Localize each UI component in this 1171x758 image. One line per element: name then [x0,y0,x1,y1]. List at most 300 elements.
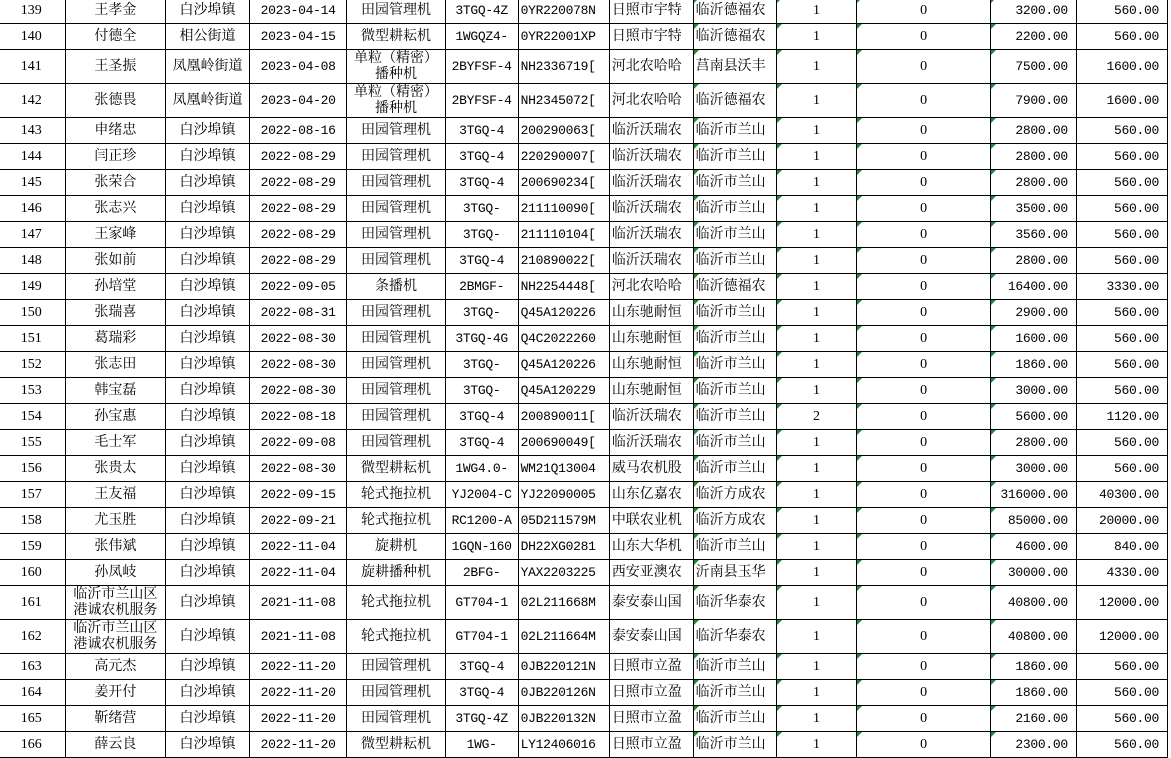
cell-machine-type[interactable]: 田园管理机 [347,222,445,248]
cell-dealer[interactable]: 临沂市兰山 [693,732,776,758]
cell-price[interactable]: 2800.00 [990,248,1076,274]
cell-model[interactable]: 1WG4.0- [445,456,518,482]
cell-quantity[interactable]: 1 [776,248,857,274]
cell-purchase-date[interactable]: 2022-11-20 [249,654,347,680]
cell-price[interactable]: 3560.00 [990,222,1076,248]
cell-price[interactable]: 3000.00 [990,378,1076,404]
cell-zero-col[interactable]: 0 [857,732,991,758]
cell-zero-col[interactable]: 0 [857,84,991,118]
cell-owner-name[interactable]: 毛士军 [65,430,166,456]
cell-town[interactable]: 白沙埠镇 [166,0,250,24]
table-row[interactable] [0,456,1168,482]
cell-row-index[interactable]: 160 [0,560,65,586]
cell-price[interactable]: 1600.00 [990,326,1076,352]
cell-machine-type[interactable]: 田园管理机 [347,300,445,326]
cell-owner-name[interactable]: 王圣振 [65,50,166,84]
table-row[interactable] [0,430,1168,456]
cell-price[interactable]: 1860.00 [990,680,1076,706]
cell-manufacturer[interactable]: 日照市立盈 [609,680,693,706]
cell-manufacturer[interactable]: 临沂沃瑞农 [609,222,693,248]
cell-zero-col[interactable]: 0 [857,326,991,352]
cell-manufacturer[interactable]: 泰安泰山国 [609,586,693,620]
cell-purchase-date[interactable]: 2022-08-31 [249,300,347,326]
cell-model[interactable]: 2BYFSF-4 [445,50,518,84]
cell-manufacturer[interactable]: 河北农哈哈 [609,274,693,300]
cell-machine-type[interactable]: 田园管理机 [347,378,445,404]
cell-price[interactable]: 3500.00 [990,196,1076,222]
cell-serial-number[interactable]: NH2254448[ [518,274,609,300]
cell-quantity[interactable]: 1 [776,0,857,24]
cell-machine-type[interactable]: 田园管理机 [347,680,445,706]
cell-subsidy[interactable]: 840.00 [1076,534,1167,560]
cell-serial-number[interactable]: NH2336719[ [518,50,609,84]
cell-subsidy[interactable]: 560.00 [1076,378,1167,404]
cell-quantity[interactable]: 1 [776,456,857,482]
cell-model[interactable]: RC1200-A [445,508,518,534]
cell-owner-name[interactable]: 临沂市兰山区港诚农机服务 [65,620,166,654]
cell-machine-type[interactable]: 田园管理机 [347,248,445,274]
table-row[interactable] [0,620,1168,654]
cell-town[interactable]: 白沙埠镇 [166,560,250,586]
cell-town[interactable]: 白沙埠镇 [166,706,250,732]
cell-model[interactable]: 2BYFSF-4 [445,84,518,118]
cell-town[interactable]: 白沙埠镇 [166,404,250,430]
cell-subsidy[interactable]: 4330.00 [1076,560,1167,586]
cell-row-index[interactable]: 153 [0,378,65,404]
cell-purchase-date[interactable]: 2022-08-29 [249,248,347,274]
cell-dealer[interactable]: 临沂华泰农 [693,586,776,620]
cell-subsidy[interactable]: 560.00 [1076,118,1167,144]
cell-quantity[interactable]: 1 [776,300,857,326]
cell-manufacturer[interactable]: 山东驰耐恒 [609,300,693,326]
table-row[interactable] [0,534,1168,560]
cell-price[interactable]: 2300.00 [990,732,1076,758]
table-row[interactable] [0,378,1168,404]
cell-town[interactable]: 白沙埠镇 [166,534,250,560]
table-row[interactable] [0,248,1168,274]
cell-town[interactable]: 白沙埠镇 [166,378,250,404]
cell-machine-type[interactable]: 轮式拖拉机 [347,508,445,534]
cell-town[interactable]: 白沙埠镇 [166,654,250,680]
cell-quantity[interactable]: 1 [776,352,857,378]
cell-owner-name[interactable]: 王孝金 [65,0,166,24]
cell-price[interactable]: 2160.00 [990,706,1076,732]
cell-town[interactable]: 白沙埠镇 [166,196,250,222]
cell-row-index[interactable]: 148 [0,248,65,274]
cell-subsidy[interactable]: 1600.00 [1076,84,1167,118]
cell-subsidy[interactable]: 1120.00 [1076,404,1167,430]
cell-model[interactable]: 3TGQ- [445,352,518,378]
cell-dealer[interactable]: 临沂市兰山 [693,118,776,144]
cell-row-index[interactable]: 147 [0,222,65,248]
cell-manufacturer[interactable]: 日照市立盈 [609,706,693,732]
cell-purchase-date[interactable]: 2022-09-05 [249,274,347,300]
cell-manufacturer[interactable]: 日照市立盈 [609,732,693,758]
cell-manufacturer[interactable]: 泰安泰山国 [609,620,693,654]
cell-quantity[interactable]: 1 [776,84,857,118]
cell-row-index[interactable]: 166 [0,732,65,758]
cell-zero-col[interactable]: 0 [857,680,991,706]
cell-subsidy[interactable]: 12000.00 [1076,620,1167,654]
cell-zero-col[interactable]: 0 [857,560,991,586]
cell-model[interactable]: 2BMGF- [445,274,518,300]
cell-zero-col[interactable]: 0 [857,430,991,456]
cell-dealer[interactable]: 临沂市兰山 [693,430,776,456]
cell-owner-name[interactable]: 张伟斌 [65,534,166,560]
cell-machine-type[interactable]: 田园管理机 [347,118,445,144]
cell-town[interactable]: 白沙埠镇 [166,274,250,300]
table-row[interactable] [0,732,1168,758]
cell-town[interactable]: 白沙埠镇 [166,732,250,758]
cell-serial-number[interactable]: NH2345072[ [518,84,609,118]
cell-manufacturer[interactable]: 山东大华机 [609,534,693,560]
cell-row-index[interactable]: 146 [0,196,65,222]
cell-serial-number[interactable]: 0JB220126N [518,680,609,706]
cell-serial-number[interactable]: 200290063[ [518,118,609,144]
cell-purchase-date[interactable]: 2022-11-20 [249,732,347,758]
cell-machine-type[interactable]: 田园管理机 [347,430,445,456]
cell-row-index[interactable]: 163 [0,654,65,680]
cell-serial-number[interactable]: Q45A120226 [518,300,609,326]
cell-owner-name[interactable]: 张德畏 [65,84,166,118]
cell-owner-name[interactable]: 王家峰 [65,222,166,248]
cell-quantity[interactable]: 1 [776,378,857,404]
cell-quantity[interactable]: 1 [776,680,857,706]
cell-manufacturer[interactable]: 日照市宇特 [609,24,693,50]
cell-quantity[interactable]: 1 [776,170,857,196]
table-row[interactable] [0,24,1168,50]
cell-manufacturer[interactable]: 山东驰耐恒 [609,352,693,378]
cell-owner-name[interactable]: 孙宝惠 [65,404,166,430]
cell-price[interactable]: 3200.00 [990,0,1076,24]
cell-machine-type[interactable]: 田园管理机 [347,654,445,680]
cell-owner-name[interactable]: 薛云良 [65,732,166,758]
cell-dealer[interactable]: 临沂市兰山 [693,326,776,352]
cell-manufacturer[interactable]: 临沂沃瑞农 [609,144,693,170]
cell-serial-number[interactable]: LY12406016 [518,732,609,758]
cell-dealer[interactable]: 临沂德福农 [693,84,776,118]
cell-manufacturer[interactable]: 日照市宇特 [609,0,693,24]
cell-subsidy[interactable]: 560.00 [1076,352,1167,378]
cell-subsidy[interactable]: 560.00 [1076,326,1167,352]
table-row[interactable] [0,352,1168,378]
cell-town[interactable]: 白沙埠镇 [166,680,250,706]
cell-zero-col[interactable]: 0 [857,620,991,654]
cell-zero-col[interactable]: 0 [857,144,991,170]
table-row[interactable] [0,84,1168,118]
cell-serial-number[interactable]: 05D211579M [518,508,609,534]
cell-purchase-date[interactable]: 2022-09-21 [249,508,347,534]
cell-subsidy[interactable]: 560.00 [1076,300,1167,326]
cell-purchase-date[interactable]: 2023-04-20 [249,84,347,118]
cell-quantity[interactable]: 1 [776,274,857,300]
cell-town[interactable]: 白沙埠镇 [166,352,250,378]
cell-machine-type[interactable]: 田园管理机 [347,196,445,222]
cell-serial-number[interactable]: Q45A120226 [518,352,609,378]
cell-quantity[interactable]: 1 [776,326,857,352]
table-row[interactable] [0,560,1168,586]
cell-zero-col[interactable]: 0 [857,706,991,732]
cell-manufacturer[interactable]: 临沂沃瑞农 [609,118,693,144]
cell-purchase-date[interactable]: 2022-08-30 [249,326,347,352]
cell-purchase-date[interactable]: 2022-08-30 [249,378,347,404]
cell-row-index[interactable]: 142 [0,84,65,118]
cell-price[interactable]: 1860.00 [990,352,1076,378]
cell-dealer[interactable]: 临沂德福农 [693,274,776,300]
cell-machine-type[interactable]: 单粒（精密）播种机 [347,50,445,84]
cell-owner-name[interactable]: 张瑞喜 [65,300,166,326]
cell-serial-number[interactable]: Q45A120229 [518,378,609,404]
cell-serial-number[interactable]: 02L211668M [518,586,609,620]
cell-purchase-date[interactable]: 2022-11-04 [249,534,347,560]
cell-machine-type[interactable]: 轮式拖拉机 [347,586,445,620]
cell-row-index[interactable]: 164 [0,680,65,706]
cell-dealer[interactable]: 临沂市兰山 [693,404,776,430]
cell-model[interactable]: GT704-1 [445,586,518,620]
cell-manufacturer[interactable]: 山东驰耐恒 [609,378,693,404]
cell-zero-col[interactable]: 0 [857,274,991,300]
cell-subsidy[interactable]: 560.00 [1076,680,1167,706]
cell-machine-type[interactable]: 旋耕播种机 [347,560,445,586]
cell-subsidy[interactable]: 3330.00 [1076,274,1167,300]
cell-model[interactable]: 3TGQ-4Z [445,0,518,24]
cell-serial-number[interactable]: 0JB220121N [518,654,609,680]
cell-zero-col[interactable]: 0 [857,534,991,560]
cell-purchase-date[interactable]: 2021-11-08 [249,620,347,654]
cell-owner-name[interactable]: 韩宝磊 [65,378,166,404]
cell-row-index[interactable]: 159 [0,534,65,560]
cell-model[interactable]: 3TGQ- [445,300,518,326]
cell-machine-type[interactable]: 田园管理机 [347,352,445,378]
cell-price[interactable]: 2800.00 [990,430,1076,456]
cell-purchase-date[interactable]: 2022-09-15 [249,482,347,508]
cell-machine-type[interactable]: 微型耕耘机 [347,732,445,758]
cell-purchase-date[interactable]: 2022-08-18 [249,404,347,430]
cell-purchase-date[interactable]: 2022-08-16 [249,118,347,144]
cell-owner-name[interactable]: 姜开付 [65,680,166,706]
cell-subsidy[interactable]: 560.00 [1076,706,1167,732]
cell-serial-number[interactable]: 02L211664M [518,620,609,654]
cell-zero-col[interactable]: 0 [857,196,991,222]
cell-machine-type[interactable]: 田园管理机 [347,0,445,24]
cell-model[interactable]: 3TGQ- [445,196,518,222]
cell-price[interactable]: 40800.00 [990,620,1076,654]
table-row[interactable] [0,508,1168,534]
cell-town[interactable]: 白沙埠镇 [166,300,250,326]
cell-model[interactable]: 3TGQ-4 [445,654,518,680]
cell-subsidy[interactable]: 560.00 [1076,430,1167,456]
cell-serial-number[interactable]: 211110104[ [518,222,609,248]
cell-machine-type[interactable]: 旋耕机 [347,534,445,560]
table-row[interactable] [0,170,1168,196]
cell-manufacturer[interactable]: 山东驰耐恒 [609,326,693,352]
cell-zero-col[interactable]: 0 [857,508,991,534]
cell-subsidy[interactable]: 560.00 [1076,248,1167,274]
cell-serial-number[interactable]: 200690234[ [518,170,609,196]
table-row[interactable] [0,706,1168,732]
cell-dealer[interactable]: 临沂市兰山 [693,248,776,274]
table-row[interactable] [0,326,1168,352]
cell-dealer[interactable]: 临沂华泰农 [693,620,776,654]
cell-dealer[interactable]: 临沂市兰山 [693,300,776,326]
cell-purchase-date[interactable]: 2023-04-14 [249,0,347,24]
cell-row-index[interactable]: 150 [0,300,65,326]
cell-purchase-date[interactable]: 2022-08-30 [249,352,347,378]
table-row[interactable] [0,222,1168,248]
cell-owner-name[interactable]: 葛瑞彩 [65,326,166,352]
cell-row-index[interactable]: 143 [0,118,65,144]
cell-purchase-date[interactable]: 2022-11-20 [249,680,347,706]
cell-owner-name[interactable]: 王友福 [65,482,166,508]
cell-serial-number[interactable]: 210890022[ [518,248,609,274]
cell-manufacturer[interactable]: 临沂沃瑞农 [609,430,693,456]
cell-zero-col[interactable]: 0 [857,300,991,326]
cell-subsidy[interactable]: 560.00 [1076,170,1167,196]
cell-subsidy[interactable]: 20000.00 [1076,508,1167,534]
cell-serial-number[interactable]: WM21Q13004 [518,456,609,482]
cell-owner-name[interactable]: 临沂市兰山区港诚农机服务 [65,586,166,620]
cell-manufacturer[interactable]: 临沂沃瑞农 [609,170,693,196]
cell-town[interactable]: 白沙埠镇 [166,586,250,620]
cell-subsidy[interactable]: 40300.00 [1076,482,1167,508]
cell-price[interactable]: 7900.00 [990,84,1076,118]
cell-row-index[interactable]: 144 [0,144,65,170]
cell-price[interactable]: 3000.00 [990,456,1076,482]
cell-model[interactable]: 3TGQ-4 [445,170,518,196]
cell-zero-col[interactable]: 0 [857,404,991,430]
cell-zero-col[interactable]: 0 [857,248,991,274]
cell-zero-col[interactable]: 0 [857,50,991,84]
cell-zero-col[interactable]: 0 [857,378,991,404]
cell-owner-name[interactable]: 靳绪营 [65,706,166,732]
cell-machine-type[interactable]: 微型耕耘机 [347,456,445,482]
cell-quantity[interactable]: 1 [776,196,857,222]
cell-quantity[interactable]: 1 [776,50,857,84]
cell-town[interactable]: 白沙埠镇 [166,248,250,274]
cell-serial-number[interactable]: 0YR22001XP [518,24,609,50]
cell-model[interactable]: 1GQN-160 [445,534,518,560]
cell-manufacturer[interactable]: 河北农哈哈 [609,50,693,84]
table-row[interactable] [0,482,1168,508]
cell-price[interactable]: 1860.00 [990,654,1076,680]
cell-model[interactable]: 3TGQ-4 [445,680,518,706]
cell-machine-type[interactable]: 田园管理机 [347,326,445,352]
cell-serial-number[interactable]: 200890011[ [518,404,609,430]
cell-dealer[interactable]: 临沂市兰山 [693,352,776,378]
table-row[interactable] [0,274,1168,300]
cell-purchase-date[interactable]: 2022-08-29 [249,170,347,196]
cell-purchase-date[interactable]: 2023-04-15 [249,24,347,50]
cell-price[interactable]: 2800.00 [990,144,1076,170]
table-row[interactable] [0,586,1168,620]
cell-purchase-date[interactable]: 2022-08-29 [249,144,347,170]
cell-row-index[interactable]: 158 [0,508,65,534]
cell-subsidy[interactable]: 560.00 [1076,654,1167,680]
cell-row-index[interactable]: 157 [0,482,65,508]
cell-quantity[interactable]: 1 [776,24,857,50]
cell-machine-type[interactable]: 轮式拖拉机 [347,482,445,508]
cell-model[interactable]: 1WG- [445,732,518,758]
cell-row-index[interactable]: 145 [0,170,65,196]
cell-serial-number[interactable]: Q4C2022260 [518,326,609,352]
cell-town[interactable]: 相公街道 [166,24,250,50]
cell-serial-number[interactable]: YJ22090005 [518,482,609,508]
cell-serial-number[interactable]: 0YR220078N [518,0,609,24]
cell-purchase-date[interactable]: 2022-11-20 [249,706,347,732]
cell-row-index[interactable]: 139 [0,0,65,24]
table-row[interactable] [0,404,1168,430]
cell-price[interactable]: 2800.00 [990,118,1076,144]
cell-zero-col[interactable]: 0 [857,118,991,144]
cell-model[interactable]: 3TGQ- [445,222,518,248]
cell-machine-type[interactable]: 单粒（精密）播种机 [347,84,445,118]
cell-model[interactable]: 3TGQ- [445,378,518,404]
cell-owner-name[interactable]: 申绪忠 [65,118,166,144]
cell-serial-number[interactable]: 211110090[ [518,196,609,222]
cell-serial-number[interactable]: DH22XG0281 [518,534,609,560]
cell-model[interactable]: YJ2004-C [445,482,518,508]
cell-serial-number[interactable]: 220290007[ [518,144,609,170]
cell-dealer[interactable]: 临沂市兰山 [693,706,776,732]
cell-manufacturer[interactable]: 临沂沃瑞农 [609,248,693,274]
cell-purchase-date[interactable]: 2021-11-08 [249,586,347,620]
cell-town[interactable]: 白沙埠镇 [166,326,250,352]
cell-subsidy[interactable]: 560.00 [1076,222,1167,248]
cell-zero-col[interactable]: 0 [857,170,991,196]
cell-owner-name[interactable]: 张志田 [65,352,166,378]
cell-quantity[interactable]: 1 [776,620,857,654]
cell-price[interactable]: 5600.00 [990,404,1076,430]
cell-row-index[interactable]: 152 [0,352,65,378]
table-row[interactable] [0,654,1168,680]
cell-zero-col[interactable]: 0 [857,24,991,50]
table-row[interactable] [0,0,1168,24]
table-row[interactable] [0,50,1168,84]
cell-price[interactable]: 4600.00 [990,534,1076,560]
cell-quantity[interactable]: 1 [776,732,857,758]
cell-price[interactable]: 7500.00 [990,50,1076,84]
cell-owner-name[interactable]: 孙凤岐 [65,560,166,586]
cell-model[interactable]: 3TGQ-4 [445,118,518,144]
cell-price[interactable]: 2800.00 [990,170,1076,196]
cell-dealer[interactable]: 临沂市兰山 [693,654,776,680]
cell-manufacturer[interactable]: 河北农哈哈 [609,84,693,118]
cell-machine-type[interactable]: 田园管理机 [347,404,445,430]
cell-manufacturer[interactable]: 日照市立盈 [609,654,693,680]
cell-model[interactable]: GT704-1 [445,620,518,654]
cell-dealer[interactable]: 临沂市兰山 [693,534,776,560]
cell-dealer[interactable]: 临沂方成农 [693,508,776,534]
cell-manufacturer[interactable]: 西安亚澳农 [609,560,693,586]
cell-quantity[interactable]: 1 [776,144,857,170]
cell-dealer[interactable]: 临沂市兰山 [693,680,776,706]
cell-town[interactable]: 白沙埠镇 [166,430,250,456]
cell-town[interactable]: 白沙埠镇 [166,456,250,482]
cell-subsidy[interactable]: 560.00 [1076,0,1167,24]
cell-dealer[interactable]: 临沂市兰山 [693,456,776,482]
cell-quantity[interactable]: 1 [776,586,857,620]
cell-subsidy[interactable]: 560.00 [1076,196,1167,222]
cell-machine-type[interactable]: 田园管理机 [347,144,445,170]
cell-purchase-date[interactable]: 2022-11-04 [249,560,347,586]
cell-manufacturer[interactable]: 中联农业机 [609,508,693,534]
cell-town[interactable]: 白沙埠镇 [166,170,250,196]
cell-row-index[interactable]: 154 [0,404,65,430]
cell-manufacturer[interactable]: 威马农机股 [609,456,693,482]
table-row[interactable] [0,300,1168,326]
cell-zero-col[interactable]: 0 [857,456,991,482]
cell-row-index[interactable]: 156 [0,456,65,482]
